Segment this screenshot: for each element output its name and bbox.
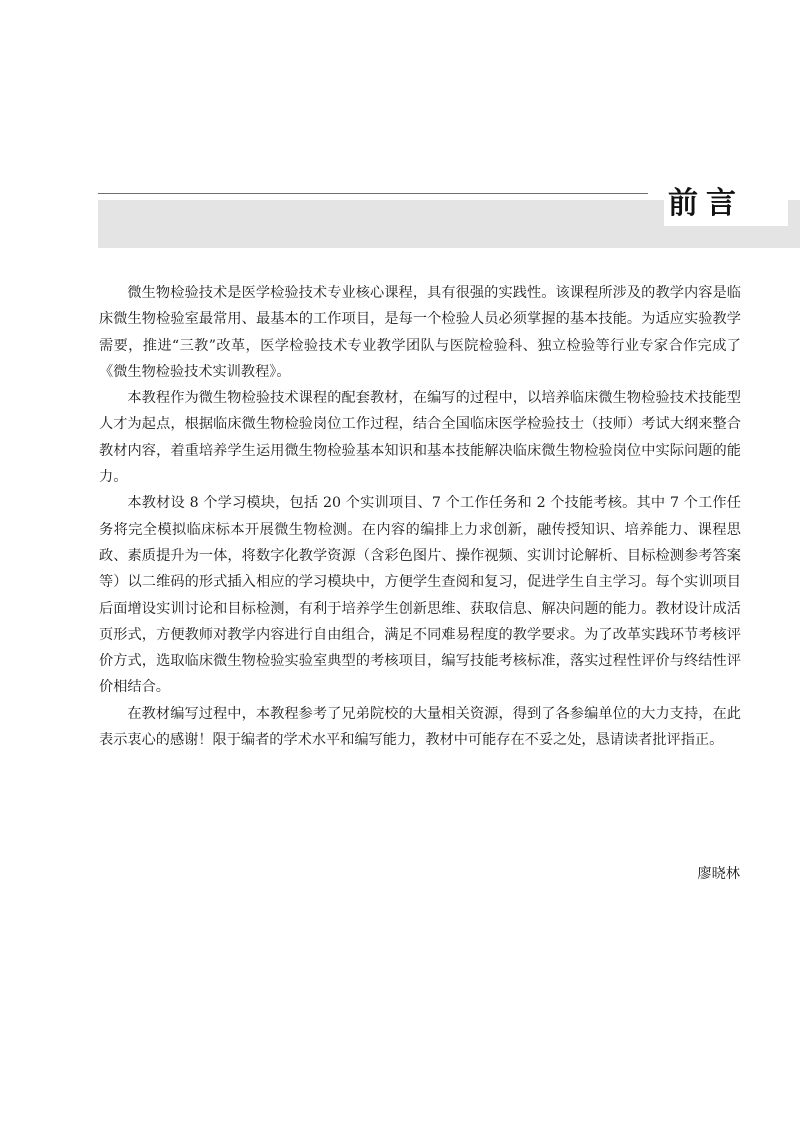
paragraph-1: 微生物检验技术是医学检验技术专业核心课程，具有很强的实践性。该课程所涉及的教学内容是临床微生物检验室最常用、最基本的工作项目，是每一个检验人员必须掌握的基本技能。为适应实验教学需要，推进“三教”改革，医学检验技术专业教学团队与医院检验科、独立检验等行业专家合作完成了《微生物检验技术实训教程》。 <box>99 285 741 380</box>
paragraph-4: 在教材编写过程中，本教程参考了兄弟院校的大量相关资源，得到了各参编单位的大力支持，在此表示衷心的感谢！限于编者的学术水平和编写能力，教材中可能存在不妥之处，恳请读者批评指正。 <box>99 705 741 749</box>
header-rule <box>98 193 648 194</box>
paragraph-3: 本教材设 8 个学习模块，包括 20 个实训项目、7 个工作任务和 2 个技能考核。其中 7 个工作任务将完全模拟临床标本开展微生物检测。在内容的编排上力求创新，融传授知识、培养能力、课程思政、素质提升为一体，将数字化教学资源（含彩色图片、操作视频、实训讨论解析、目标检测参考答案等）以二维码的形式插入相应的学习模块中，方便学生查阅和复习，促进学生自主学习。每个实训项目后面增设实训讨论和目标检测，有利于培养学生创新思维、获取信息、解决问题的能力。教材设计成活页形式，方便教师对教学内容进行自由组合，满足不同难易程度的教学要求。为了改革实践环节考核评价方式，选取临床微生物检验实验室典型的考核项目，编写技能考核标准，落实过程性评价与终结性评价相结合。 <box>99 495 741 696</box>
preface-body <box>99 280 741 753</box>
author-signature: 廖晓林 <box>697 866 740 882</box>
paragraph-2: 本教程作为微生物检验技术课程的配套教材，在编写的过程中，以培养临床微生物检验技术技能型人才为起点，根据临床微生物检验岗位工作过程，结合全国临床医学检验技士（技师）考试大纲来整合教材内容，着重培养学生运用微生物检验基本知识和基本技能解决临床微生物检验岗位中实际问题的能力。 <box>99 390 741 486</box>
page-title: 前言 <box>664 182 788 226</box>
